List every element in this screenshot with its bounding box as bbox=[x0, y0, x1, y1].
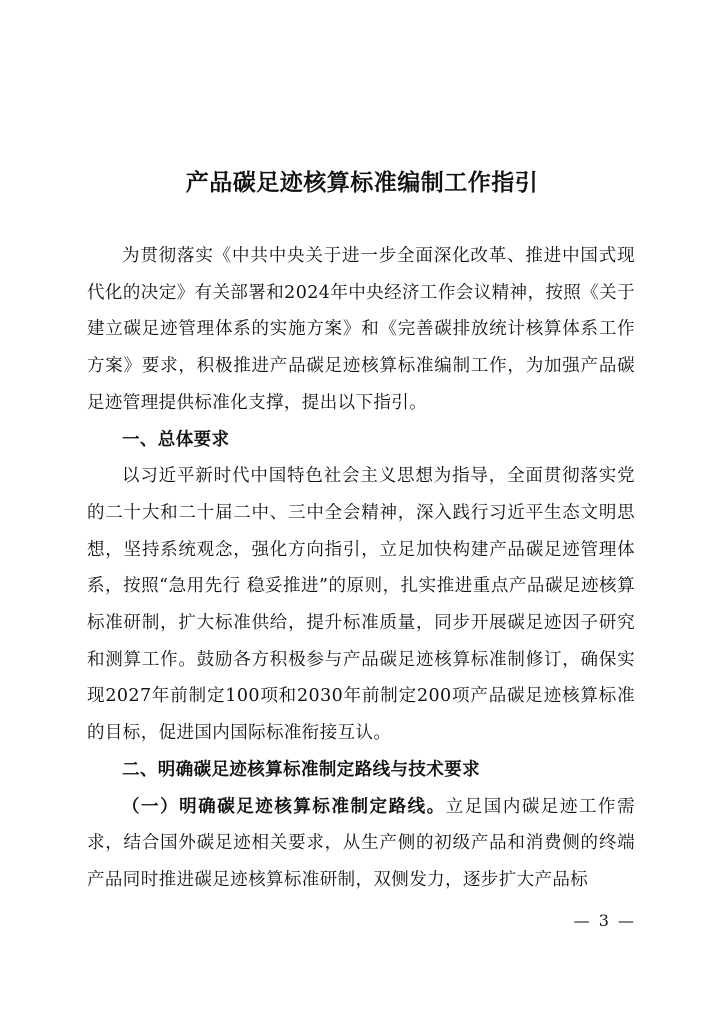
section-2-1-heading: （一）明确碳足迹核算标准制定路线。 bbox=[122, 796, 446, 817]
section-2-1-body: 立足国内碳足迹工作需求，结合国外碳足迹相关要求，从生产侧的初级产品和消费侧的终端产品同时推进碳足迹核算标准研制，双侧发力，逐步扩大产品标 bbox=[87, 796, 635, 890]
section-2-1-paragraph bbox=[87, 789, 635, 899]
intro-paragraph: 为贯彻落实《中共中央关于进一步全面深化改革、推进中国式现代化的决定》有关部署和2024年中央经济工作会议精神，按照《关于建立碳足迹管理体系的实施方案》和《完善碳排放统计核算体系工作方案》要求，积极推进产品碳足迹核算标准编制工作，为加强产品碳足迹管理提供标准化支撑，提出以下指引。 bbox=[87, 246, 635, 413]
section-1-heading: 一、总体要求 bbox=[122, 429, 230, 450]
section-2-heading: 二、明确碳足迹核算标准制定路线与技术要求 bbox=[122, 759, 480, 780]
document-title: 产品碳足迹核算标准编制工作指引 bbox=[185, 170, 539, 196]
page-number: — 3 — bbox=[573, 911, 636, 930]
section-1-paragraph: 以习近平新时代中国特色社会主义思想为指导，全面贯彻落实党的二十大和二十届二中、三中全会精神，深入践行习近平生态文明思想，坚持系统观念，强化方向指引，立足加快构建产品碳足迹管理体系，按照“急用先行 稳妥推进”的原则，扎实推进重点产品碳足迹核算标准研制，扩大标准供给，提升标准质量，同步开展碳足迹因子研究和测算工作。鼓励各方积极参与产品碳足迹核算标准制修订，确保实现2027年前制定100项和2030年前制定200项产品碳足迹核算标准的目标，促进国内国际标准衔接互认。 bbox=[87, 466, 635, 744]
document-body bbox=[87, 238, 635, 899]
